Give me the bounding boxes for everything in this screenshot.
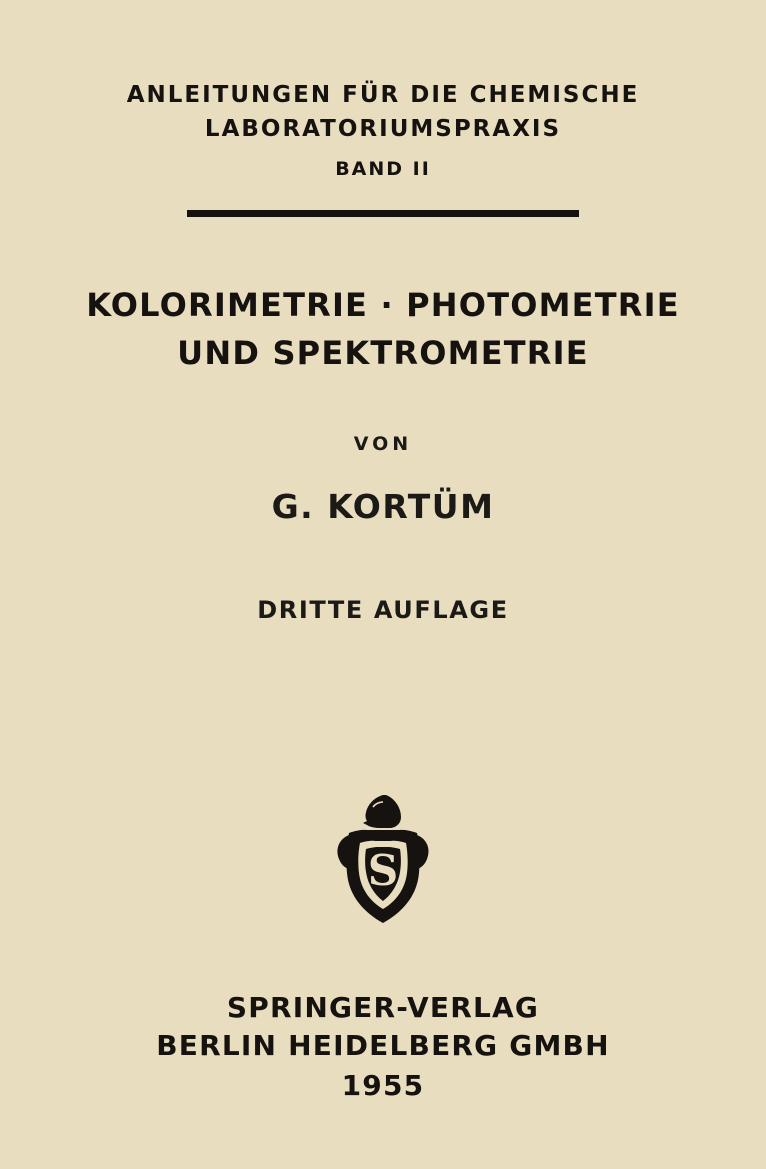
book-title	[0, 281, 766, 377]
title-line-1: KOLORIMETRIE · PHOTOMETRIE	[86, 286, 680, 324]
horizontal-rule-divider	[187, 210, 579, 217]
publisher-imprint	[0, 989, 766, 1105]
publisher-name: SPRINGER-VERLAG	[226, 991, 540, 1024]
logo-letter-s: S	[367, 846, 399, 895]
series-line-1: ANLEITUNGEN FÜR DIE CHEMISCHE	[126, 82, 640, 108]
series-band-number: BAND II	[335, 158, 431, 180]
series-heading	[0, 78, 766, 217]
title-line-2: UND SPEKTROMETRIE	[177, 334, 589, 372]
publisher-location: BERLIN HEIDELBERG GMBH	[156, 1029, 610, 1062]
publication-year: 1955	[341, 1069, 425, 1102]
byline-von-label: VON	[353, 433, 413, 455]
author-name: G. KORTÜM	[271, 487, 495, 526]
series-line-2: LABORATORIUMSPRAXIS	[204, 116, 562, 142]
publisher-logo	[0, 789, 766, 939]
edition-statement: DRITTE AUFLAGE	[257, 596, 509, 624]
springer-knight-chess-horse-emblem	[329, 789, 437, 939]
